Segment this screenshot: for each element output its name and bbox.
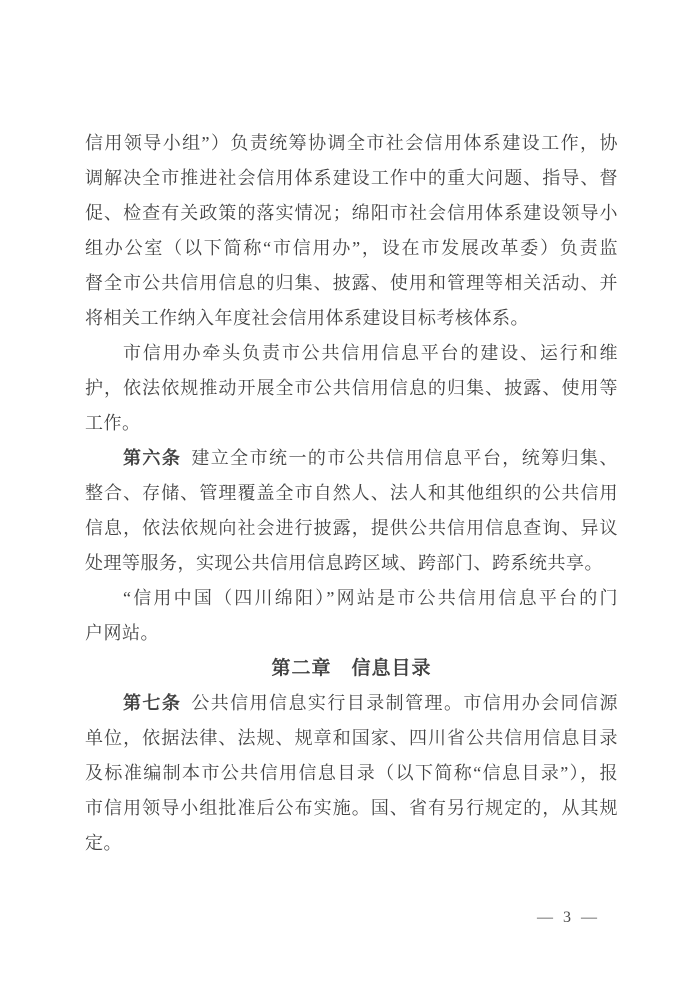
page-number: — 3 —: [537, 909, 600, 926]
text-line: 整合、存储、管理覆盖全市自然人、法人和其他组织的公共信用: [85, 483, 618, 503]
text-line: 市信用领导小组批准后公布实施。国、省有另行规定的，从其规: [85, 798, 618, 818]
text-line: 第六条 建立全市统一的市公共信用信息平台，统筹归集、: [123, 448, 618, 468]
document-body: [85, 126, 618, 861]
text-line: 信用领导小组”）负责统筹协调全市社会信用体系建设工作，协: [85, 133, 618, 153]
text-line: 将相关工作纳入年度社会信用体系建设目标考核体系。: [85, 308, 529, 328]
chapter-heading: 第二章 信息目录: [271, 658, 432, 679]
text-line: 信息，依法依规向社会进行披露，提供公共信用信息查询、异议: [85, 518, 618, 538]
text-line: 组办公室（以下简称“市信用办”，设在市发展改革委）负责监: [85, 238, 618, 258]
text-line: 单位，依据法律、法规、规章和国家、四川省公共信用信息目录: [85, 728, 618, 748]
text-line: 市信用办牵头负责市公共信用信息平台的建设、运行和维: [123, 343, 618, 363]
text-line: 督全市公共信用信息的归集、披露、使用和管理等相关活动、并: [85, 273, 618, 293]
text-line: “信用中国（四川绵阳）”网站是市公共信用信息平台的门: [123, 588, 618, 608]
text-line: 定。: [85, 833, 122, 853]
text-line: 户网站。: [85, 623, 159, 643]
text-line: 处理等服务，实现公共信用信息跨区域、跨部门、跨系统共享。: [85, 553, 603, 573]
text-line: 工作。: [85, 413, 141, 433]
text-line: 护，依法依规推动开展全市公共信用信息的归集、披露、使用等: [85, 378, 618, 398]
article-number: 第六条: [123, 448, 182, 468]
text-line: 及标准编制本市公共信用信息目录（以下简称“信息目录”），报: [85, 763, 618, 783]
article-number: 第七条: [123, 693, 182, 713]
text-line: 调解决全市推进社会信用体系建设工作中的重大问题、指导、督: [85, 168, 618, 188]
text-line: 促、检查有关政策的落实情况；绵阳市社会信用体系建设领导小: [85, 203, 618, 223]
text-line: 第七条 公共信用信息实行目录制管理。市信用办会同信源: [123, 693, 618, 713]
